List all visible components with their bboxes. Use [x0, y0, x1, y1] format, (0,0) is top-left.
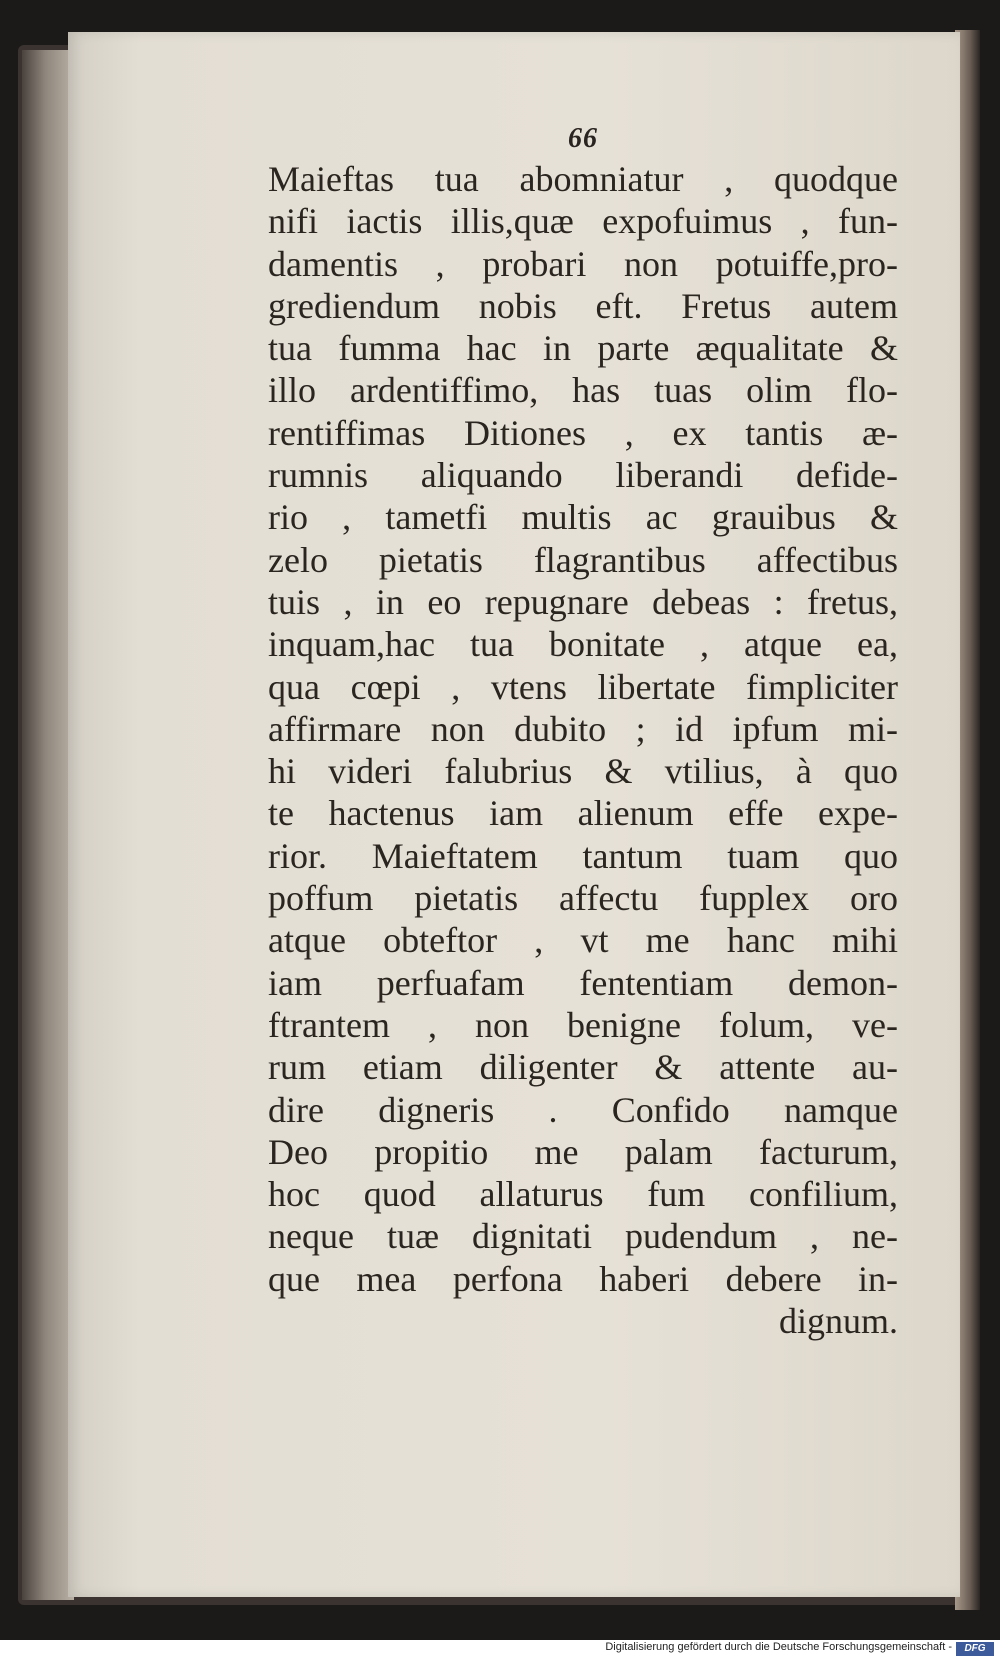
text-line: atque obteftor , vt me hanc mihi: [268, 920, 898, 961]
text-line: hoc quod allaturus fum confilium,: [268, 1174, 898, 1215]
text-line: rumnis aliquando liberandi defide-: [268, 455, 898, 496]
page-stack-left: [22, 50, 74, 1600]
text-line: hi videri falubrius & vtilius, à quo: [268, 751, 898, 792]
page-number: 66: [568, 123, 598, 154]
text-line: tuis , in eo repugnare debeas : fretus,: [268, 581, 898, 622]
text-line: rum etiam diligenter & attente au-: [268, 1047, 898, 1088]
text-line: tua fumma hac in parte æqualitate &: [268, 328, 898, 369]
text-line: damentis , probari non potuiffe,pro-: [268, 243, 898, 284]
text-line: grediendum nobis eft. Fretus autem: [268, 285, 898, 326]
text-line: rior. Maieftatem tantum tuam quo: [268, 835, 898, 876]
text-line: dire digneris . Confido namque: [268, 1089, 898, 1130]
text-line: zelo pietatis flagrantibus affectibus: [268, 539, 898, 580]
text-line: neque tuæ dignitati pudendum , ne-: [268, 1216, 898, 1257]
text-line: te hactenus iam alienum effe expe-: [268, 793, 898, 834]
text-line: inquam,hac tua bonitate , atque ea,: [268, 624, 898, 665]
dfg-logo: DFG: [956, 1642, 994, 1656]
text-line: nifi iactis illis,quæ expofuimus , fun-: [268, 201, 898, 242]
funding-credit: Digitalisierung gefördert durch die Deutsche Forschungsgemeinschaft -: [605, 1641, 952, 1653]
text-line: que mea perfona haberi debere in-: [268, 1258, 898, 1299]
text-line: illo ardentiffimo, has tuas olim flo-: [268, 370, 898, 411]
text-line: Maieftas tua abomniatur , quodque: [268, 159, 898, 199]
text-line: affirmare non dubito ; id ipfum mi-: [268, 708, 898, 749]
text-line: rentiffimas Ditiones , ex tantis æ-: [268, 412, 898, 453]
text-line: iam perfuafam fententiam demon-: [268, 962, 898, 1003]
text-line: rio , tametfi multis ac grauibus &: [268, 497, 898, 538]
text-line-catchword: dignum.: [778, 1301, 898, 1342]
text-line: Deo propitio me palam facturum,: [268, 1131, 898, 1172]
text-line: ftrantem , non benigne folum, ve-: [268, 1004, 898, 1045]
text-line: poffum pietatis affectu fupplex oro: [268, 878, 898, 919]
text-line: qua cœpi , vtens libertate fimpliciter: [268, 666, 898, 707]
body-text: [268, 158, 898, 1342]
footer-bar: [0, 1640, 1000, 1658]
